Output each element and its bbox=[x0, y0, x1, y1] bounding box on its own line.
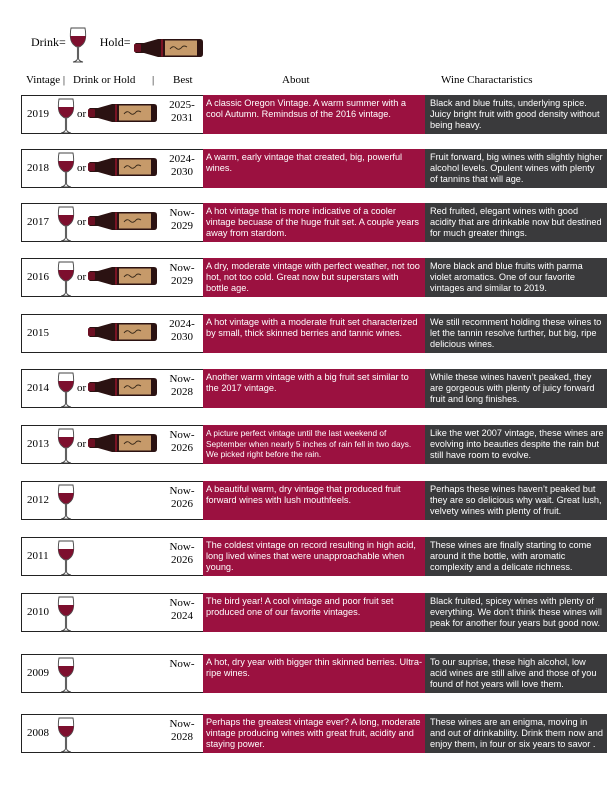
or-label: or bbox=[77, 438, 87, 450]
best-window bbox=[163, 485, 201, 511]
wine-bottle-icon bbox=[88, 433, 158, 458]
vintage-row-2018 bbox=[21, 149, 607, 188]
vintage-row-2019 bbox=[21, 95, 607, 134]
vintage-year: 2012 bbox=[27, 494, 49, 506]
characteristics-text: Black and blue fruits, underlying spice. Juicy bright fruit with good density without being heavy. bbox=[425, 95, 607, 134]
best-start: Now- bbox=[169, 718, 195, 730]
vintage-row-2016 bbox=[21, 258, 607, 297]
wine-bottle-icon bbox=[88, 266, 158, 291]
best-window bbox=[163, 541, 201, 567]
vintage-row-2015 bbox=[21, 314, 607, 353]
wine-bottle-icon bbox=[133, 38, 205, 58]
wine-bottle-icon bbox=[88, 157, 158, 182]
wine-bottle-icon bbox=[88, 377, 158, 402]
characteristics-text: More black and blue fruits with parma violet aromatics. One of our favorite vintages and similar to 2019. bbox=[425, 258, 607, 297]
best-start: Now- bbox=[169, 485, 195, 497]
wine-glass-icon bbox=[56, 484, 76, 525]
best-window bbox=[163, 429, 201, 455]
wine-bottle-icon bbox=[88, 211, 158, 236]
wine-glass-icon bbox=[56, 657, 76, 698]
about-text: Another warm vintage with a big fruit set similar to the 2017 vintage. bbox=[203, 369, 425, 408]
best-end: 2028 bbox=[171, 386, 193, 398]
header-vintage: Vintage | bbox=[26, 74, 66, 86]
best-window bbox=[163, 718, 201, 744]
vintage-row-2009 bbox=[21, 654, 607, 693]
wine-glass-icon bbox=[56, 261, 76, 302]
or-label: or bbox=[77, 108, 87, 120]
best-window bbox=[163, 597, 201, 623]
characteristics-text: Fruit forward, big wines with slightly higher alcohol levels. Opulent wines with plenty of tannins that will age. bbox=[425, 149, 607, 188]
best-end: 2026 bbox=[171, 554, 193, 566]
about-text: A hot vintage that is more indicative of a cooler vintage becuase of the huge fruit set. A couple years away from stardom. bbox=[203, 203, 425, 242]
best-start: Now- bbox=[169, 373, 195, 385]
characteristics-text: To our suprise, these high alcohol, low acid wines are still alive and those of you found of hot years will love them. bbox=[425, 654, 607, 693]
column-headers bbox=[0, 74, 612, 88]
wine-glass-icon bbox=[56, 152, 76, 193]
wine-glass-icon bbox=[68, 27, 88, 63]
characteristics-text: We still recomment holding these wines to let the tannin resolve further, but big, ripe delicious wines. bbox=[425, 314, 607, 353]
legend-hold-label: Hold= bbox=[99, 35, 131, 49]
wine-glass-icon bbox=[56, 98, 76, 139]
best-start: Now- bbox=[169, 597, 195, 609]
best-window bbox=[163, 153, 201, 179]
about-text: A dry, moderate vintage with perfect weather, not too hot, not too cold. Great now but superstars with bottle age. bbox=[203, 258, 425, 297]
wine-glass-icon bbox=[56, 540, 76, 581]
vintage-year: 2013 bbox=[27, 438, 49, 450]
wine-glass-icon bbox=[56, 428, 76, 469]
best-end: 2024 bbox=[171, 610, 193, 622]
header-separator: | bbox=[152, 74, 155, 86]
header-about: About bbox=[282, 74, 310, 86]
best-window bbox=[163, 373, 201, 399]
legend-drink-label: Drink= bbox=[31, 35, 66, 49]
legend bbox=[31, 30, 205, 60]
best-end: 2030 bbox=[171, 331, 193, 343]
vintage-row-2012 bbox=[21, 481, 607, 520]
best-start: 2024- bbox=[169, 318, 195, 330]
vintage-year: 2011 bbox=[27, 550, 49, 562]
best-window bbox=[163, 318, 201, 344]
best-start: Now- bbox=[169, 429, 195, 441]
about-text: A picture perfect vintage until the last weekend of September when nearly 5 inches of rain fell in two days. We picked right before the rain. bbox=[203, 425, 425, 464]
header-drink-or-hold: Drink or Hold bbox=[73, 74, 136, 86]
about-text: The bird year! A cool vintage and poor fruit set produced one of our favorite vintages. bbox=[203, 593, 425, 632]
best-end: 2026 bbox=[171, 442, 193, 454]
vintage-year: 2017 bbox=[27, 216, 49, 228]
best-end: 2026 bbox=[171, 498, 193, 510]
best-start: 2024- bbox=[169, 153, 195, 165]
wine-glass-icon bbox=[56, 372, 76, 413]
best-start: Now- bbox=[169, 541, 195, 553]
best-end: 2028 bbox=[171, 731, 193, 743]
header-best: Best bbox=[173, 74, 193, 86]
characteristics-text: These wines are finally starting to come around it the bottle, with aromatic complexity and a delicate richness. bbox=[425, 537, 607, 576]
best-end: 2030 bbox=[171, 166, 193, 178]
best-end: 2031 bbox=[171, 112, 193, 124]
best-end: 2029 bbox=[171, 275, 193, 287]
vintage-year: 2008 bbox=[27, 727, 49, 739]
best-start: Now- bbox=[169, 207, 195, 219]
about-text: A hot, dry year with bigger thin skinned berries. Ultra-ripe wines. bbox=[203, 654, 425, 693]
vintage-row-2013 bbox=[21, 425, 607, 464]
vintage-year: 2009 bbox=[27, 667, 49, 679]
header-characteristics: Wine Charactaristics bbox=[441, 74, 533, 86]
wine-bottle-icon bbox=[88, 103, 158, 128]
about-text: A warm, early vintage that created, big, powerful wines. bbox=[203, 149, 425, 188]
or-label: or bbox=[77, 216, 87, 228]
vintage-year: 2010 bbox=[27, 606, 49, 618]
characteristics-text: Like the wet 2007 vintage, these wines are evolving into beauties despite the rain but still have room to evolve. bbox=[425, 425, 607, 464]
about-text: A hot vintage with a moderate fruit set characterized by small, thick skinned berries and tannic wines. bbox=[203, 314, 425, 353]
characteristics-text: Perhaps these wines haven’t peaked but they are so delicious why wait. Great lush, velvety wines with plenty of fruit. bbox=[425, 481, 607, 520]
vintage-row-2017 bbox=[21, 203, 607, 242]
or-label: or bbox=[77, 162, 87, 174]
best-start: Now- bbox=[169, 658, 195, 670]
characteristics-text: While these wines haven’t peaked, they are gorgeous with plenty of juicy forward fruit and long finishes. bbox=[425, 369, 607, 408]
about-text: Perhaps the greatest vintage ever? A long, moderate vintage producing wines with great fruit, acidity and staying power. bbox=[203, 714, 425, 753]
vintage-year: 2014 bbox=[27, 382, 49, 394]
best-window bbox=[163, 207, 201, 233]
characteristics-text: These wines are an enigma, moving in and out of drinkability. Drink them now and enjoy them, in four or six years to savor . bbox=[425, 714, 607, 753]
best-window bbox=[163, 262, 201, 288]
vintage-row-2010 bbox=[21, 593, 607, 632]
wine-glass-icon bbox=[56, 717, 76, 758]
characteristics-text: Black fruited, spicey wines with plenty of everything. We don’t think these wines will peak for another four years but good now. bbox=[425, 593, 607, 632]
vintage-row-2011 bbox=[21, 537, 607, 576]
or-label: or bbox=[77, 382, 87, 394]
vintage-year: 2016 bbox=[27, 271, 49, 283]
vintage-year: 2019 bbox=[27, 108, 49, 120]
best-window bbox=[163, 658, 201, 671]
or-label: or bbox=[77, 271, 87, 283]
about-text: The coldest vintage on record resulting in high acid, long lived wines that were unapproachable when young. bbox=[203, 537, 425, 576]
vintage-year: 2018 bbox=[27, 162, 49, 174]
wine-glass-icon bbox=[56, 206, 76, 247]
wine-glass-icon bbox=[56, 596, 76, 637]
vintage-row-2008 bbox=[21, 714, 607, 753]
about-text: A beautiful warm, dry vintage that produced fruit forward wines with lush mouthfeels. bbox=[203, 481, 425, 520]
vintage-row-2014 bbox=[21, 369, 607, 408]
best-end: 2029 bbox=[171, 220, 193, 232]
vintage-year: 2015 bbox=[27, 327, 49, 339]
best-start: 2025- bbox=[169, 99, 195, 111]
best-start: Now- bbox=[169, 262, 195, 274]
wine-bottle-icon bbox=[88, 322, 158, 347]
best-window bbox=[163, 99, 201, 125]
characteristics-text: Red fruited, elegant wines with good acidity that are drinkable now but destined for much greater things. bbox=[425, 203, 607, 242]
about-text: A classic Oregon Vintage. A warm summer with a cool Autumn. Remindsus of the 2016 vintage. bbox=[203, 95, 425, 134]
